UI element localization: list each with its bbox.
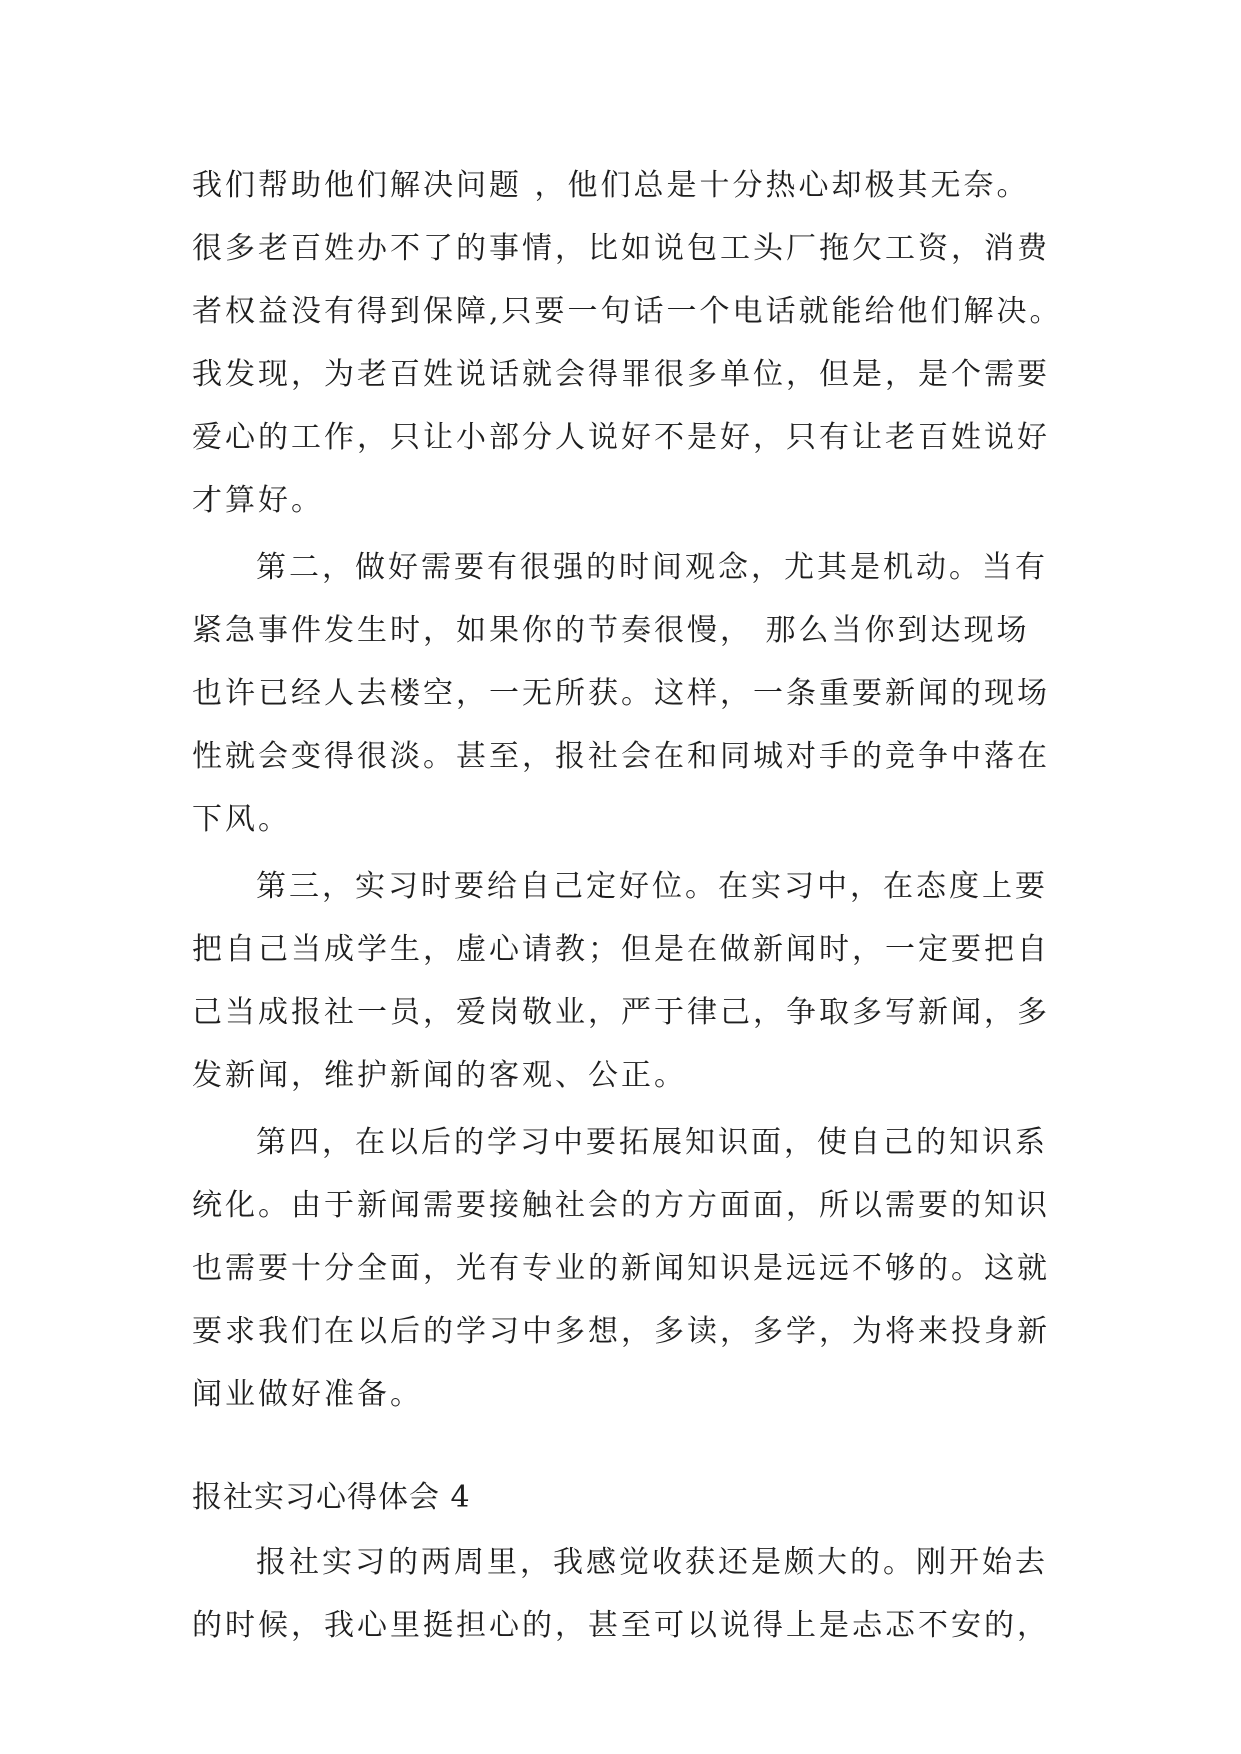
paragraph-3-line-3: 己当成报社一员，爱岗敬业，严于律己，争取多写新闻，多 <box>192 995 1050 1030</box>
paragraph-2-line-2: 紧急事件发生时，如果你的节奏很慢， 那么当你到达现场 <box>192 613 1030 648</box>
paragraph-1-line-2: 很多老百姓办不了的事情，比如说包工头厂拖欠工资，消费 <box>192 231 1050 266</box>
paragraph-2-line-4: 性就会变得很淡。甚至，报社会在和同城对手的竞争中落在 <box>192 739 1050 774</box>
final-paragraph-line-2: 的时候，我心里挺担心的，甚至可以说得上是忐忑不安的， <box>192 1608 1050 1643</box>
paragraph-4-line-5: 闻业做好准备。 <box>192 1377 423 1412</box>
paragraph-2-line-3: 也许已经人去楼空，一无所获。这样，一条重要新闻的现场 <box>192 676 1050 711</box>
paragraph-4-line-2: 统化。由于新闻需要接触社会的方方面面，所以需要的知识 <box>192 1188 1050 1223</box>
paragraph-2-line-1: 第二，做好需要有很强的时间观念，尤其是机动。当有 <box>256 550 1048 585</box>
paragraph-4-line-1: 第四，在以后的学习中要拓展知识面，使自己的知识系 <box>256 1125 1048 1160</box>
paragraph-1-line-5: 爱心的工作，只让小部分人说好不是好，只有让老百姓说好 <box>192 420 1050 455</box>
paragraph-3-line-4: 发新闻，维护新闻的客观、公正。 <box>192 1058 687 1093</box>
final-paragraph-line-1: 报社实习的两周里，我感觉收获还是颇大的。刚开始去 <box>256 1545 1048 1580</box>
paragraph-1-line-3: 者权益没有得到保障,只要一句话一个电话就能给他们解决。 <box>192 294 1063 329</box>
paragraph-2-line-5: 下风。 <box>192 802 291 837</box>
section-heading: 报社实习心得体会 4 <box>192 1480 471 1515</box>
paragraph-4-line-3: 也需要十分全面，光有专业的新闻知识是远远不够的。这就 <box>192 1251 1050 1286</box>
paragraph-3-line-1: 第三，实习时要给自己定好位。在实习中，在态度上要 <box>256 869 1048 904</box>
paragraph-1-line-1: 我们帮助他们解决问题 ，他们总是十分热心却极其无奈。 <box>192 168 1030 203</box>
paragraph-1-line-6: 才算好。 <box>192 483 324 518</box>
paragraph-1-line-4: 我发现，为老百姓说话就会得罪很多单位，但是，是个需要 <box>192 357 1050 392</box>
paragraph-3-line-2: 把自己当成学生，虚心请教；但是在做新闻时，一定要把自 <box>192 932 1050 967</box>
paragraph-4-line-4: 要求我们在以后的学习中多想，多读，多学，为将来投身新 <box>192 1314 1050 1349</box>
